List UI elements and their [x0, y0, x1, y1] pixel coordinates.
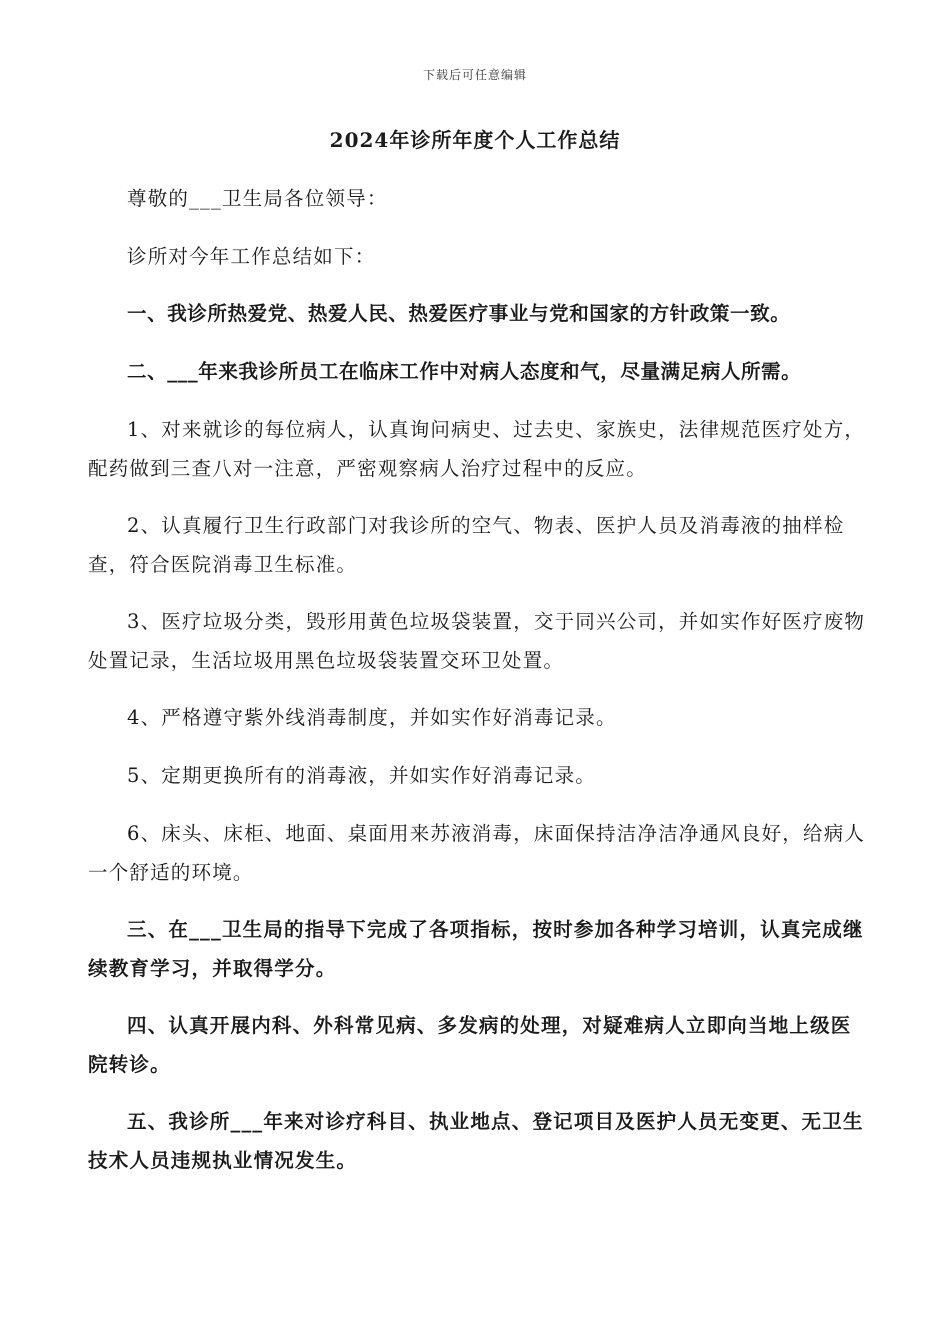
- section-one-paragraph: 一、我诊所热爱党、热爱人民、热爱医疗事业与党和国家的方针政策一致。: [127, 302, 791, 325]
- section-four-paragraph: 四、认真开展内科、外科常见病、多发病的处理，对疑难病人立即向当地上级医院转诊。: [88, 1014, 852, 1076]
- section-five-paragraph: 五、我诊所___年来对诊疗科目、执业地点、登记项目及医护人员无变更、无卫生技术人员违规执业情况发生。: [88, 1110, 864, 1172]
- section-two-paragraph: 二、___年来我诊所员工在临床工作中对病人态度和气，尽量满足病人所需。: [127, 360, 802, 383]
- item-six-paragraph: 6、床头、床柜、地面、桌面用来苏液消毒，床面保持洁净洁净通风良好，给病人一个舒适的环境。: [88, 822, 866, 884]
- item-two-paragraph: 2、认真履行卫生行政部门对我诊所的空气、物表、医护人员及消毒液的抽样检查，符合医院消毒卫生标准。: [88, 514, 845, 576]
- item-four-paragraph: 4、严格遵守紫外线消毒制度，并如实作好消毒记录。: [127, 706, 617, 729]
- intro-paragraph: 诊所对今年工作总结如下：: [127, 245, 376, 268]
- document-title: 2024年诊所年度个人工作总结: [329, 128, 621, 152]
- item-one-paragraph: 1、对来就诊的每位病人，认真询问病史、过去史、家族史，法律规范医疗处方，配药做到三查八对一注意，严密观察病人治疗过程中的反应。: [88, 418, 866, 480]
- section-three-paragraph: 三、在___卫生局的指导下完成了各项指标，按时参加各种学习培训，认真完成继续教育学习，并取得学分。: [88, 918, 864, 980]
- item-three-paragraph: 3、医疗垃圾分类，毁形用黄色垃圾袋装置，交于同兴公司，并如实作好医疗废物处置记录，生活垃圾用黑色垃圾袋装置交环卫处置。: [88, 610, 866, 672]
- greeting-paragraph: 尊敬的___卫生局各位领导：: [127, 187, 388, 210]
- item-five-paragraph: 5、定期更换所有的消毒液，并如实作好消毒记录。: [127, 764, 597, 787]
- header-note: 下载后可任意编辑: [422, 68, 527, 82]
